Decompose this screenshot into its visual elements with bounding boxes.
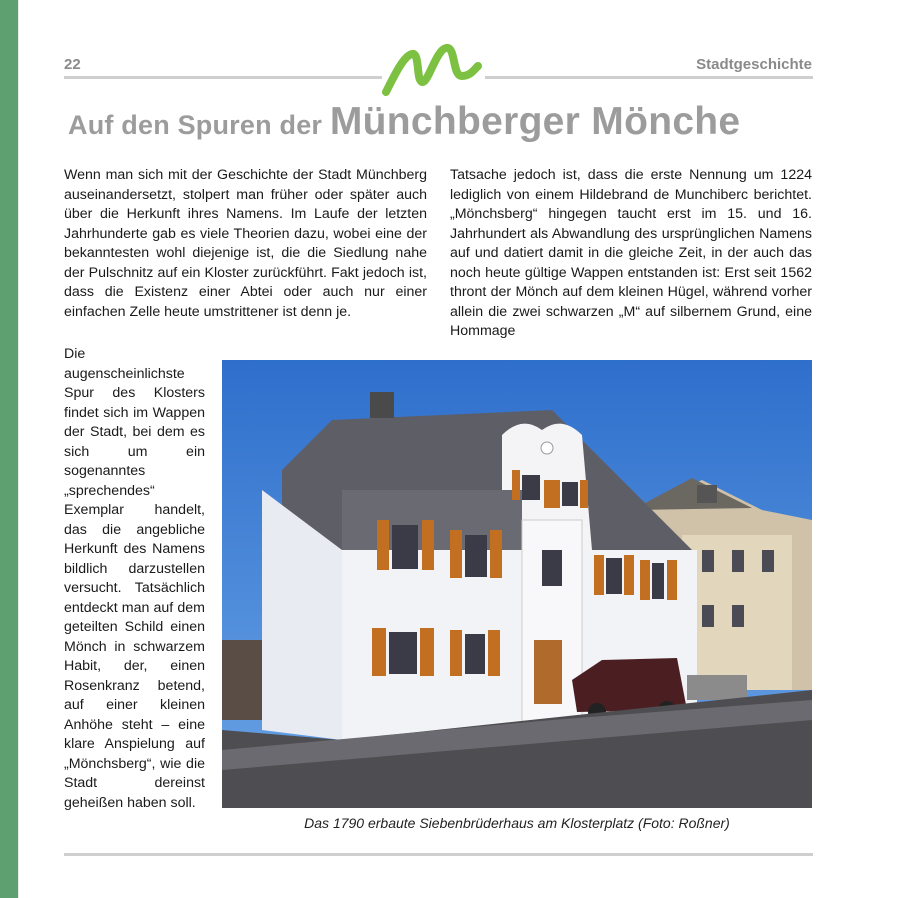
header-rule-left (64, 76, 382, 79)
article-headline (68, 100, 828, 144)
section-title: Stadtgeschichte (696, 56, 812, 73)
article-column-2: Tatsache jedoch ist, dass die erste Nennung um 1224 lediglich von einem Hildebrand de Munchiberc berichtet. „Mönchsberg“ hingegen taucht erst im 15. und 16. Jahrhundert als Abwandlung des ursprünglichen Namens auf und datiert damit in die gleiche Zeit, in der auch das noch heute gültige Wappen entstanden ist: Erst seit 1562 thront der Mönch auf dem kleinen Hügel, während vorher allein die zwei schwarzen „M“ auf silbernem Grund, eine Hommage (450, 167, 812, 339)
footer-rule (64, 853, 813, 856)
headline-main: Münchberger Mönche (329, 100, 741, 143)
building-photo (222, 360, 812, 808)
photo-caption: Das 1790 erbaute Siebenbrüderhaus am Klosterplatz (Foto: Roßner) (304, 815, 730, 831)
page-number: 22 (64, 56, 81, 73)
headline-prefix: Auf den Spuren der (68, 110, 330, 140)
article-column-1-top: Wenn man sich mit der Geschichte der Stadt Münchberg auseinandersetzt, stolpert man früher oder später auch über die Herkunft ihres Namens. Im Laufe der letzten Jahrhunderte gab es viele Theorien dazu, wobei eine der bekanntesten wohl diejenige ist, die die Siedlung nahe der Pulschnitz auf ein Kloster zurückführt. Fakt jedoch ist, dass die Existenz einer Abtei oder auch nur einer einfachen Zelle heute umstrittener ist denn je. (64, 167, 427, 320)
m-logo-icon (382, 42, 482, 98)
article-column-1-bottom: Die augenscheinlichste Spur des Klosters findet sich im Wappen der Stadt, bei dem es sich um ein sogenanntes „sprechendes“ Exemplar handelt, das die angebliche Herkunft des Namens bildlich darzustellen versucht. Tatsächlich entdeckt man auf dem geteilten Schild einen Mönch in schwarzem Habit, der, einen Rosenkranz betend, auf einer kleinen Anhöhe steht – eine klare Anspielung auf „Mönchsberg“, wie die Stadt dereinst geheißen haben soll. (64, 346, 205, 811)
page-edge-bar (0, 0, 18, 898)
header-rule-right (485, 76, 813, 79)
